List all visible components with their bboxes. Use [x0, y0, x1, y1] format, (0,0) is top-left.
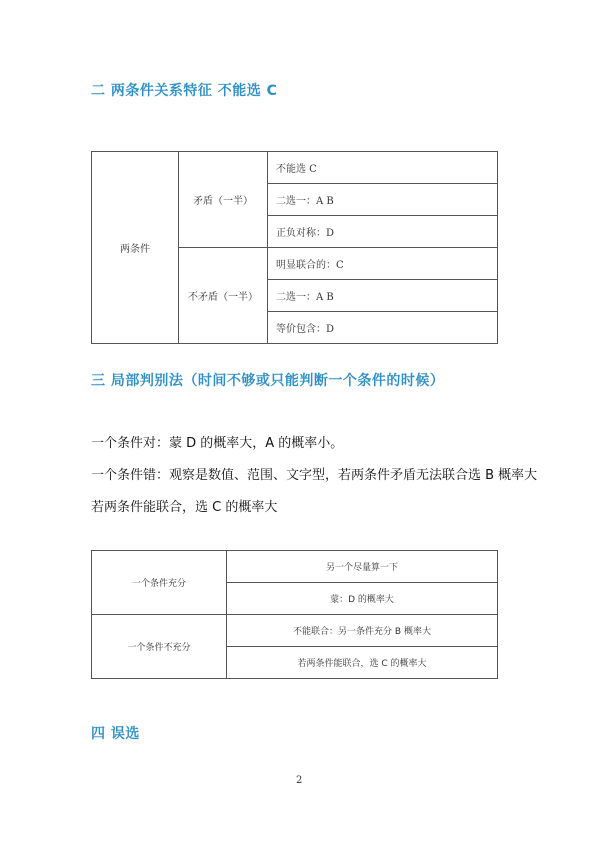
option-cell: 二选一：A B — [268, 184, 498, 216]
local-judgment-table — [91, 550, 498, 679]
group-label-contradict: 矛盾（一半） — [179, 152, 268, 248]
group-label-not-contradict: 不矛盾（一半） — [179, 248, 268, 344]
section-heading-2: 二 两条件关系特征 不能选 C — [91, 83, 278, 99]
item-cell: 若两条件能联合，选 C 的概率大 — [227, 647, 498, 679]
paragraph-line: 若两条件能联合，选 C 的概率大 — [91, 500, 278, 515]
option-cell: 明显联合的：C — [268, 248, 498, 280]
item-cell: 蒙：D 的概率大 — [227, 583, 498, 615]
section-heading-3: 三 局部判别法（时间不够或只能判断一个条件的时候） — [91, 373, 445, 389]
option-cell: 二选一：A B — [268, 280, 498, 312]
item-cell: 不能联合：另一条件充分 B 概率大 — [227, 615, 498, 647]
section-heading-4: 四 误选 — [91, 726, 140, 742]
row-label-sufficient: 一个条件充分 — [92, 551, 227, 615]
paragraph-line: 一个条件对：蒙 D 的概率大，A 的概率小。 — [91, 436, 344, 451]
paragraph-line: 一个条件错：观察是数值、范围、文字型，若两条件矛盾无法联合选 B 概率大 — [91, 468, 538, 483]
item-cell: 另一个尽量算一下 — [227, 551, 498, 583]
option-cell: 正负对称：D — [268, 216, 498, 248]
row-header-two-conditions: 两条件 — [92, 152, 179, 344]
relation-table — [91, 151, 498, 344]
option-cell: 不能选 C — [268, 152, 498, 184]
row-label-insufficient: 一个条件不充分 — [92, 615, 227, 679]
option-cell: 等价包含：D — [268, 312, 498, 344]
page-number: 2 — [296, 775, 303, 786]
